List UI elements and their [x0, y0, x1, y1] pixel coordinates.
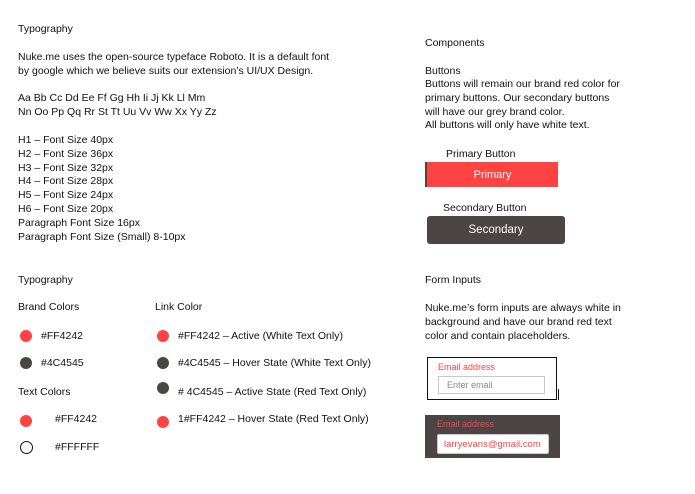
- alphabet-line: Nn Oo Pp Qq Rr St Tt Uu Vv Ww Xx Yy Zz: [18, 105, 217, 118]
- buttons-description: [425, 78, 620, 133]
- text-red-label: #FF4242: [55, 413, 98, 425]
- font-size-item: Paragraph Font Size (Small) 8-10px: [18, 230, 186, 243]
- text-red-swatch: [20, 415, 32, 427]
- secondary-button-label: Secondary: [468, 224, 524, 236]
- alphabet-sample: [18, 92, 217, 120]
- form-desc-line: color and contain placeholders.: [425, 329, 571, 342]
- alphabet-line: Aa Bb Cc Dd Ee Ff Gg Hh Ii Jj Kk Ll Mm: [18, 92, 206, 104]
- text-white-swatch: [20, 441, 33, 454]
- text-colors-title: Text Colors: [18, 386, 71, 398]
- typography-heading: Typography: [18, 23, 73, 35]
- buttons-desc-line: will have our grey brand color.: [425, 105, 565, 118]
- link-active-label: #FF4242 – Active (White Text Only): [178, 330, 343, 342]
- buttons-desc-line: Buttons will remain our brand red color for: [425, 78, 620, 90]
- email-placeholder: Enter email: [447, 380, 493, 390]
- font-size-item: Paragraph Font Size 16px: [18, 216, 140, 229]
- secondary-button[interactable]: [427, 216, 565, 244]
- form-desc-line: background and have our brand red text: [425, 315, 612, 328]
- dark-email-label: Email address: [437, 419, 495, 429]
- form-inputs-description: [425, 302, 621, 343]
- font-size-item: H6 – Font Size 20px: [18, 202, 114, 215]
- font-size-list: [18, 134, 186, 244]
- primary-button-caption: Primary Button: [446, 148, 516, 160]
- brand-grey-label: #4C4545: [41, 357, 84, 369]
- brand-red-label: #FF4242: [41, 330, 84, 342]
- form-desc-line: Nuke.me’s form inputs are always white in: [425, 302, 621, 314]
- colors-heading: Typography: [18, 274, 73, 286]
- link-hover-red-label: 1#FF4242 – Hover State (Red Text Only): [178, 413, 369, 425]
- link-hover-label: #4C4545 – Hover State (White Text Only): [178, 357, 371, 369]
- text-cursor: [558, 389, 559, 400]
- link-active-swatch: [157, 330, 169, 342]
- email-input[interactable]: [438, 376, 545, 394]
- form-inputs-heading: Form Inputs: [425, 274, 482, 286]
- link-active-red-swatch: [157, 382, 169, 394]
- light-email-label: Email address: [438, 362, 496, 372]
- font-size-item: H5 – Font Size 24px: [18, 189, 114, 202]
- email-filled-input[interactable]: [437, 434, 549, 454]
- text-white-label: #FFFFFF: [55, 441, 100, 453]
- typography-intro: [18, 51, 329, 79]
- link-hover-red-swatch: [157, 416, 169, 428]
- light-input-card: [427, 357, 557, 400]
- secondary-button-caption: Secondary Button: [443, 202, 527, 214]
- dark-input-card: [425, 415, 560, 458]
- buttons-title: Buttons: [425, 65, 461, 77]
- brand-grey-swatch: [20, 357, 32, 369]
- email-value: larryevans@gmail.com: [444, 438, 541, 450]
- brand-colors-title: Brand Colors: [18, 301, 80, 313]
- font-size-item: H4 – Font Size 28px: [18, 175, 114, 188]
- primary-button-label: Primary: [473, 168, 512, 181]
- brand-red-swatch: [20, 330, 32, 342]
- primary-button[interactable]: [425, 162, 558, 187]
- link-hover-swatch: [157, 357, 169, 369]
- font-size-item: H1 – Font Size 40px: [18, 134, 114, 146]
- font-size-item: H2 – Font Size 36px: [18, 147, 114, 160]
- buttons-desc-line: All buttons will only have white text.: [425, 119, 590, 132]
- intro-line: Nuke.me uses the open-source typeface Roboto. It is a default font: [18, 51, 330, 63]
- intro-line: by google which we believe suits our extension’s UI/UX Design.: [18, 64, 314, 77]
- buttons-desc-line: primary buttons. Our secondary buttons: [425, 91, 610, 104]
- link-color-title: Link Color: [155, 301, 203, 313]
- link-active-red-label: # 4C4545 – Active State (Red Text Only): [178, 386, 367, 398]
- components-heading: Components: [425, 37, 485, 49]
- font-size-item: H3 – Font Size 32px: [18, 161, 114, 174]
